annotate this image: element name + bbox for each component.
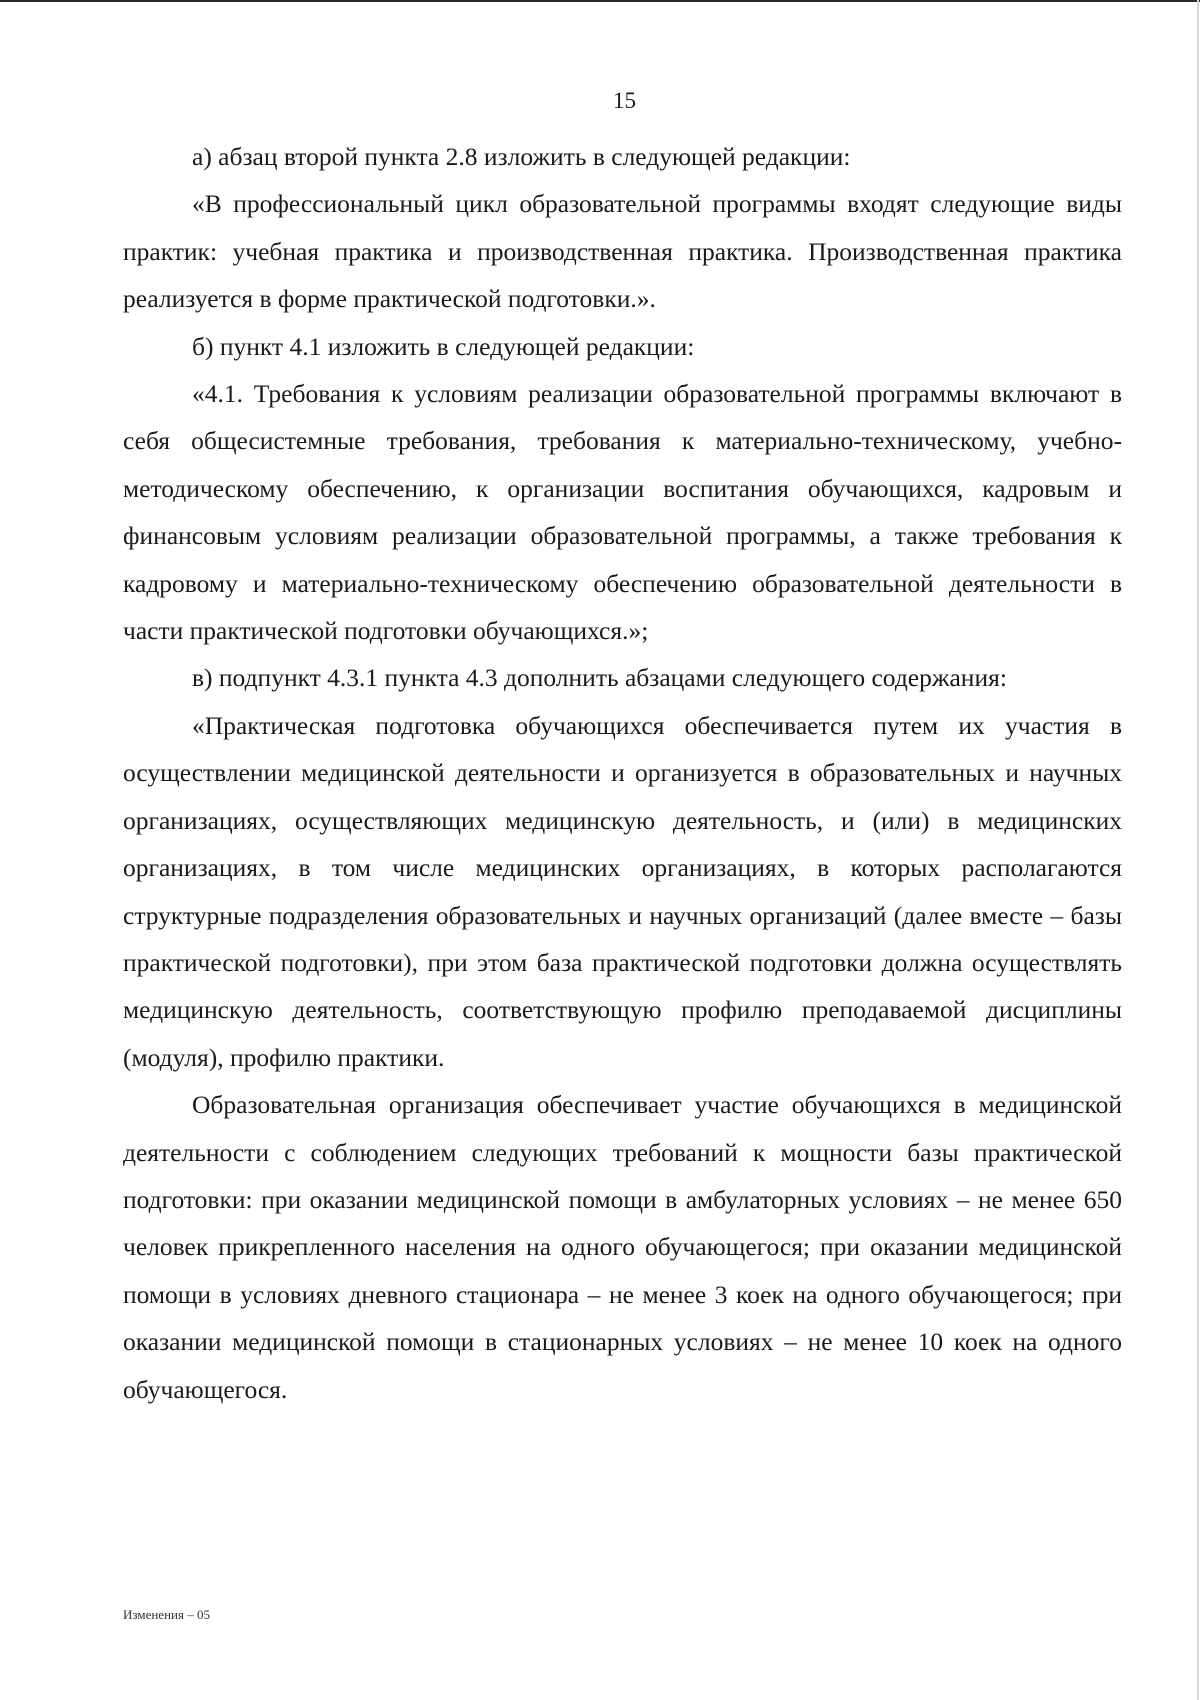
paragraph-amendment-a: а) абзац второй пункта 2.8 изложить в следующей редакции: xyxy=(192,142,851,171)
paragraph-capacity-requirements: Образовательная организация обеспечивает участие обучающихся в медицинской деятельности с соблюдением следующих требований к мощности базы практической подготовки: при оказании медицинской помощи в амбулаторных условиях – не менее 650 человек прикрепленного населения на одного обучающегося; при оказании медицинской помощи в условиях дневного стационара – не менее 3 коек на одного обучающегося; при оказании медицинской помощи в стационарных условиях – не менее 10 коек на одного обучающегося. xyxy=(123,1090,1122,1404)
footer-note: Изменения – 05 xyxy=(123,1607,210,1622)
paragraph-amendment-b: б) пункт 4.1 изложить в следующей редакции: xyxy=(192,331,695,361)
paragraph-amendment-v: в) подпункт 4.3.1 пункта 4.3 дополнить абзацами следующего содержания: xyxy=(192,663,1007,693)
page-number: 15 xyxy=(613,88,636,113)
scan-right-edge xyxy=(1197,0,1199,1700)
paragraph-quote-practical-training: «Практическая подготовка обучающихся обеспечивается путем их участия в осуществлении медицинской деятельности и организуется в образовательных и научных организациях, осуществляющих медицинскую деятельность, и (или) в медицинских организациях, в том числе медицинских организациях, в которых располагаются структурные подразделения образовательных и научных организаций (далее вместе – базы практической подготовки), при этом база практической подготовки должна осуществлять медицинскую деятельность, соответствующую профилю преподаваемой дисциплины (модуля), профилю практики. xyxy=(123,710,1122,1072)
paragraph-quote-2-8: «В профессиональный цикл образовательной программы входят следующие виды практик: учебная практика и производственная практика. Производственная практика реализуется в форме практической подготовки.». xyxy=(123,189,1122,314)
paragraph-quote-4-1: «4.1. Требования к условиям реализации образовательной программы включают в себя общесистемные требования, требования к материально-техническому, учебно-методическому обеспечению, к организации воспитания обучающихся, кадровым и финансовым условиям реализации образовательной программы, а также требования к кадровому и материально-техническому обеспечению образовательной деятельности в части практической подготовки обучающихся.»; xyxy=(123,379,1122,646)
document-body xyxy=(123,133,1122,1413)
scan-top-edge xyxy=(0,0,1200,2)
